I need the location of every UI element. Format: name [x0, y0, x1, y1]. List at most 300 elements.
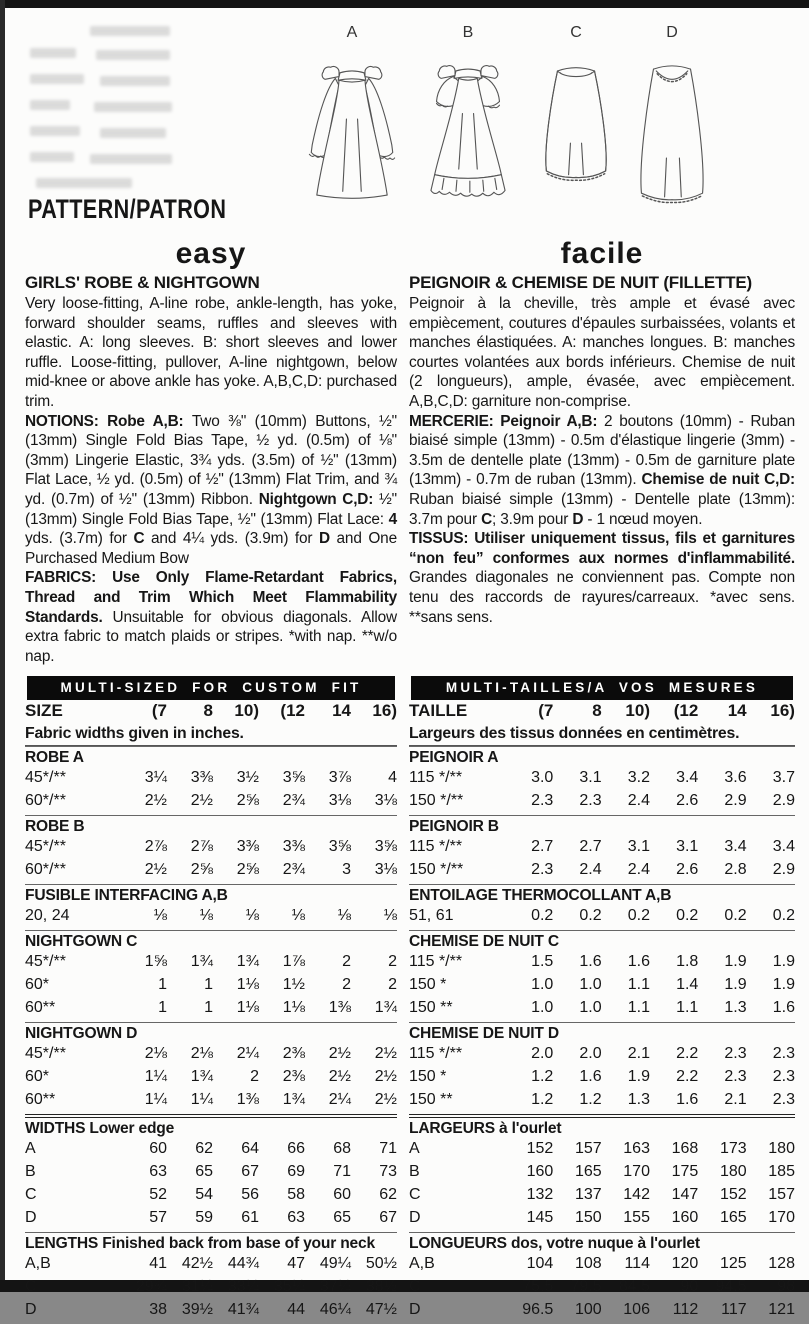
description-fr: Peignoir à la cheville, très ample et évasé avec empiècement, coutures d'épaules surbaissées, volants et manches élastiquées. A: manches longues. B: manches courtes volantées aux bords inférieurs. Chemise de nuit (2 longueurs), ample, évasée, avec empiècement. A,B,C,D: garniture non-comprise. — [409, 295, 795, 410]
table-row — [25, 1163, 397, 1186]
figure-view-a — [292, 24, 412, 208]
table-row — [409, 1045, 795, 1068]
row-value: 180 — [719, 1163, 747, 1180]
row-value: 1.6 — [579, 1068, 602, 1085]
description-en: Very loose-fitting, A-line robe, ankle-length, has yoke, forward shoulder seams, ruffles and sleeves with elastic. A: long sleeves. B: short sleeves and lower ruffle. Loose-fitting, pullover, A-line nightgown, below mid-knee or above ankle has yoke. A,B,C,D: purchased trim. — [25, 295, 397, 410]
row-value: 0.2 — [531, 907, 554, 924]
row-value: 2.7 — [579, 838, 602, 855]
row-value: 94.5 — [715, 1278, 747, 1295]
table-row — [409, 1068, 795, 1091]
table-row — [25, 769, 397, 792]
row-label: 45*/** — [25, 769, 66, 786]
row-value: 1⅝ — [144, 953, 167, 970]
page-top-edge — [0, 0, 809, 8]
row-value: 173 — [719, 1140, 747, 1157]
row-value: 3⅝ — [374, 838, 397, 855]
row-value: 165 — [574, 1163, 602, 1180]
row-value: 121 — [768, 1301, 795, 1318]
table-section-title: ROBE B — [25, 815, 397, 838]
row-value: 1 — [158, 976, 167, 993]
text-run: Unsuitable for obvious diagonals. Allow extra fabric to match plaids or stripes. *with nap. **w/o nap. — [25, 608, 397, 665]
row-value: 2.4 — [627, 861, 650, 878]
row-value: 132 — [526, 1186, 554, 1203]
row-value: 67 — [379, 1209, 397, 1226]
row-value: 1.0 — [579, 976, 602, 993]
row-value: 104 — [526, 1255, 554, 1272]
row-value: 1 — [204, 999, 213, 1016]
row-value: 2.3 — [772, 1091, 795, 1108]
row-label: A,B — [409, 1255, 435, 1272]
bold-text-run: TISSUS: Utiliser uniquement tissus, fils et garnitures “non feu” conformes aux normes d'inflammabilité. — [409, 530, 795, 567]
row-value: 137 — [574, 1186, 602, 1203]
row-value: 3 — [342, 861, 351, 878]
row-value: 1¾ — [374, 999, 397, 1016]
row-value: 1.4 — [676, 976, 699, 993]
table-section-title: NIGHTGOWN D — [25, 1022, 397, 1045]
row-value: 2 — [342, 976, 351, 993]
row-value: 1⅜ — [236, 1091, 259, 1108]
row-value: 3¼ — [144, 769, 167, 786]
size-value: 8 — [203, 701, 213, 720]
row-value: 44¾ — [227, 1255, 259, 1272]
table-row — [25, 1186, 397, 1209]
row-label: C — [25, 1278, 37, 1295]
row-value: 0.2 — [724, 907, 747, 924]
row-value: 170 — [768, 1209, 795, 1226]
row-value: 3⅝ — [282, 769, 305, 786]
row-value: 3⅛ — [374, 861, 397, 878]
text-run: ½" (13mm) Single Fold Bias Tape, ½" (13mm) Flat Lace: — [25, 490, 397, 528]
row-value: 2.7 — [531, 838, 554, 855]
row-value: 61 — [241, 1209, 259, 1226]
row-value: 1.6 — [627, 953, 650, 970]
row-value: 57 — [149, 1209, 167, 1226]
row-value: 2.3 — [772, 1045, 795, 1062]
row-value: 42½ — [181, 1255, 213, 1272]
text-run: and 4¼ yds. (3.9m) for — [144, 530, 319, 548]
row-value: 1⅞ — [282, 953, 305, 970]
table-row — [25, 1091, 397, 1114]
garment-title-en: GIRLS' ROBE & NIGHTGOWN — [25, 273, 260, 292]
row-value: 1.3 — [724, 999, 747, 1016]
row-value: 152 — [719, 1186, 747, 1203]
row-label: C — [409, 1186, 421, 1203]
row-value: 170 — [623, 1163, 650, 1180]
table-row — [409, 1301, 795, 1324]
row-value: 1.0 — [531, 976, 554, 993]
row-value: 2⅞ — [144, 838, 167, 855]
row-value: 2 — [342, 953, 351, 970]
row-value: 2⅜ — [282, 1045, 305, 1062]
row-value: 1.1 — [627, 999, 650, 1016]
row-value: 114 — [624, 1255, 650, 1272]
row-value: 2½ — [144, 861, 167, 878]
text-run: yds. (3.7m) for — [25, 530, 134, 548]
bold-text-run: NOTIONS: Robe A,B: — [25, 412, 192, 430]
row-value: 1⅜ — [328, 999, 351, 1016]
row-label: 115 */** — [409, 953, 463, 970]
row-value: 3⅛ — [328, 792, 351, 809]
row-value: 2¾ — [282, 861, 305, 878]
row-value: 2½ — [374, 1045, 397, 1062]
text-run: 2 boutons (10mm) - Ruban biaisé simple (13mm) - 0.5m d'élastique lingerie (3mm) - 3.5m de dentelle plate (13mm) - 0.5m de garniture plate (13mm) - 0.7m de ruban (13mm). — [409, 412, 795, 489]
view-c-letter: C — [570, 24, 582, 41]
row-value: 60 — [149, 1140, 167, 1157]
size-value: 10) — [234, 701, 259, 720]
size-chart-body-fr — [409, 746, 795, 1324]
row-value: 75.5 — [522, 1278, 554, 1295]
table-row — [409, 1209, 795, 1232]
row-label: 150 * — [409, 1068, 447, 1085]
row-value: 68 — [333, 1140, 351, 1157]
row-value: 1⅛ — [282, 999, 305, 1016]
row-value: 63 — [149, 1163, 167, 1180]
row-value: 98 — [777, 1278, 795, 1295]
row-value: 2.3 — [724, 1068, 747, 1085]
row-value: 58 — [287, 1186, 305, 1203]
row-value: 2.2 — [676, 1045, 699, 1062]
garment-d-drawing — [626, 58, 718, 208]
table-section-title: LONGUEURS dos, votre nuque à l'ourlet — [409, 1232, 795, 1255]
row-value: 175 — [671, 1163, 699, 1180]
table-section-title: WIDTHS Lower edge — [25, 1114, 397, 1140]
row-value: 49¼ — [319, 1255, 351, 1272]
size-chart-header-en: MULTI-SIZED FOR CUSTOM FIT — [27, 676, 395, 700]
row-value: ⅛ — [337, 907, 351, 924]
row-value: 160 — [671, 1209, 699, 1226]
row-value: 157 — [768, 1186, 795, 1203]
row-value: 2½ — [328, 1068, 351, 1085]
row-value: 185 — [768, 1163, 795, 1180]
table-row — [25, 792, 397, 815]
size-value: 16) — [770, 701, 795, 720]
english-column — [25, 238, 397, 666]
row-value: 1⅛ — [236, 999, 259, 1016]
bold-text-run: FABRICS: Use Only Flame-Retardant Fabrics, Thread and Trim Which Meet Flammability Standards. — [25, 569, 397, 626]
row-value: 142 — [623, 1186, 650, 1203]
row-label: B — [25, 1163, 36, 1180]
row-value: 108 — [574, 1255, 602, 1272]
size-value: 10) — [625, 701, 650, 720]
text-run: Ruban biaisé simple (13mm) - Dentelle plate (13mm): 3.7m pour — [409, 490, 795, 528]
row-value: 46¼ — [319, 1301, 351, 1318]
row-value: 44 — [287, 1301, 305, 1318]
notions-paragraph — [25, 412, 397, 569]
row-value: 120 — [671, 1255, 699, 1272]
row-value: 0.2 — [579, 907, 602, 924]
row-value: 2.9 — [772, 861, 795, 878]
row-value: 33¼ — [227, 1278, 259, 1295]
size-value: 14 — [727, 701, 747, 720]
row-value: 41 — [149, 1255, 167, 1272]
garment-b-drawing — [412, 58, 524, 208]
row-value: 37¼ — [319, 1278, 351, 1295]
row-value: 155 — [623, 1209, 650, 1226]
row-value: 1¾ — [236, 953, 259, 970]
row-value: 2.2 — [676, 1068, 699, 1085]
row-value: 1.6 — [579, 953, 602, 970]
row-value: 3⅜ — [190, 769, 213, 786]
bold-text-run: D — [319, 530, 330, 548]
text-run: - 1 nœud moyen. — [583, 510, 703, 528]
row-label: C — [409, 1278, 421, 1295]
row-value: 3½ — [236, 769, 259, 786]
row-value: 2 — [388, 976, 397, 993]
row-value: 1.6 — [772, 999, 795, 1016]
garment-c-drawing — [532, 58, 620, 208]
row-value: 71 — [333, 1163, 351, 1180]
table-row — [409, 1163, 795, 1186]
row-value: 160 — [526, 1163, 554, 1180]
row-value: 1.3 — [627, 1091, 650, 1108]
row-value: 3⅜ — [236, 838, 259, 855]
table-row — [25, 907, 397, 930]
row-value: 2.6 — [676, 792, 699, 809]
bleed-through-print — [30, 26, 178, 196]
row-label: 20, 24 — [25, 907, 70, 924]
bold-text-run: Chemise de nuit C,D: — [641, 471, 795, 489]
row-value: 2.1 — [627, 1045, 650, 1062]
row-value: 3.0 — [531, 769, 554, 786]
row-value: 59 — [195, 1209, 213, 1226]
row-value: 1 — [158, 999, 167, 1016]
size-chart-french — [409, 676, 795, 1324]
row-value: 2½ — [374, 1091, 397, 1108]
row-value: 1.2 — [531, 1068, 554, 1085]
row-value: 0.2 — [676, 907, 699, 924]
row-label: 150 ** — [409, 1091, 453, 1108]
row-value: 2⅝ — [236, 861, 259, 878]
row-label: 150 ** — [409, 999, 453, 1016]
row-value: 2½ — [190, 792, 213, 809]
table-section-title: PEIGNOIR B — [409, 815, 795, 838]
row-value: 2½ — [328, 1045, 351, 1062]
size-header-row-en — [25, 701, 397, 725]
table-row — [409, 1186, 795, 1209]
row-label: 150 */** — [409, 861, 464, 878]
row-value: 1.5 — [531, 953, 554, 970]
row-value: 2⅜ — [282, 1068, 305, 1085]
row-label: 115 */** — [409, 1045, 463, 1062]
row-value: 47 — [287, 1255, 305, 1272]
figure-view-d — [626, 24, 718, 208]
table-row — [409, 1140, 795, 1163]
row-value: 0.2 — [772, 907, 795, 924]
row-value: 35¼ — [273, 1278, 305, 1295]
row-value: 1.1 — [676, 999, 699, 1016]
table-row — [409, 861, 795, 884]
row-value: 112 — [672, 1301, 699, 1318]
units-note-fr: Largeurs des tissus données en centimètres. — [409, 725, 795, 746]
garment-a-drawing — [292, 58, 412, 208]
row-value: 3⅛ — [374, 792, 397, 809]
row-label: 115 */** — [409, 769, 463, 786]
row-value: 2.3 — [772, 1068, 795, 1085]
row-value: 165 — [719, 1209, 747, 1226]
size-header-row-fr — [409, 701, 795, 725]
row-value: 84.5 — [618, 1278, 650, 1295]
row-value: 3.4 — [676, 769, 699, 786]
row-value: 66 — [287, 1140, 305, 1157]
row-value: 64 — [241, 1140, 259, 1157]
size-chart-body-en — [25, 746, 397, 1324]
size-chart-header-fr: MULTI-TAILLES/A VOS MESURES — [411, 676, 793, 700]
table-section-title: CHEMISE DE NUIT C — [409, 930, 795, 953]
row-label: C — [25, 1186, 37, 1203]
row-value: 41¾ — [227, 1301, 259, 1318]
row-value: 152 — [526, 1140, 554, 1157]
row-value: 1½ — [282, 976, 305, 993]
row-value: 65 — [333, 1209, 351, 1226]
row-value: 2.3 — [579, 792, 602, 809]
row-label: 60* — [25, 1068, 50, 1085]
text-run: Two ⅜" (10mm) Buttons, ½" (13mm) Single Fold Bias Tape, ½ yd. (0.5m) of ⅛" (3mm) Lingerie Elastic, 3¾ yds. (3.5m) of ½" (13mm) Flat Lace, ½ yd. (0.5m) of ½" (13mm) Flat Trim, and ¾ yd. (0.7m) of ½" (13mm) Ribbon. — [25, 412, 397, 508]
garment-title-fr: PEIGNOIR & CHEMISE DE NUIT (FILLETTE) — [409, 273, 752, 292]
row-label: A,B — [25, 1255, 51, 1272]
row-label: 45*/** — [25, 953, 66, 970]
row-value: 1.0 — [531, 999, 554, 1016]
size-label: TAILLE — [409, 701, 468, 720]
row-value: 147 — [671, 1186, 699, 1203]
table-row — [409, 976, 795, 999]
garment-view-illustrations — [292, 24, 704, 208]
table-row — [409, 792, 795, 815]
row-value: 2.9 — [772, 792, 795, 809]
table-row — [25, 999, 397, 1022]
row-value: 3.1 — [627, 838, 650, 855]
row-value: 71 — [379, 1140, 397, 1157]
row-label: D — [409, 1301, 421, 1318]
row-value: 100 — [574, 1301, 602, 1318]
row-label: 51, 61 — [409, 907, 454, 924]
row-value: 1.8 — [676, 953, 699, 970]
table-row — [25, 1278, 397, 1301]
row-label: D — [409, 1209, 421, 1226]
row-value: 3⅞ — [328, 769, 351, 786]
table-row — [409, 1255, 795, 1278]
table-row — [409, 907, 795, 930]
size-value: (7 — [151, 701, 167, 720]
table-row — [25, 1140, 397, 1163]
row-value: 2 — [388, 953, 397, 970]
row-value: 39½ — [181, 1301, 213, 1318]
row-value: ⅛ — [199, 907, 213, 924]
row-label: 60* — [25, 976, 50, 993]
row-label: D — [25, 1209, 37, 1226]
row-value: 2¼ — [328, 1091, 351, 1108]
difficulty-heading-en: easy — [175, 237, 247, 270]
row-value: 2⅝ — [236, 792, 259, 809]
row-value: 1¾ — [190, 1068, 213, 1085]
row-value: 2¾ — [282, 792, 305, 809]
row-value: 2.9 — [724, 792, 747, 809]
row-value: 3.7 — [772, 769, 795, 786]
bold-text-run: C — [481, 510, 492, 528]
figure-view-c — [532, 24, 620, 208]
table-row — [409, 999, 795, 1022]
row-value: ⅛ — [245, 907, 259, 924]
row-label: 150 */** — [409, 792, 464, 809]
row-value: 0.2 — [627, 907, 650, 924]
row-value: 52 — [149, 1186, 167, 1203]
view-d-letter: D — [666, 24, 678, 41]
difficulty-heading-fr: facile — [560, 237, 644, 270]
table-row — [409, 769, 795, 792]
row-value: 96.5 — [522, 1301, 554, 1318]
row-value: ⅛ — [291, 907, 305, 924]
row-label: 45*/** — [25, 1045, 66, 1062]
row-label: B — [409, 1163, 420, 1180]
mercerie-paragraph — [409, 412, 795, 530]
row-value: 31¼ — [181, 1278, 213, 1295]
fabrics-paragraph — [25, 568, 397, 666]
row-value: 1¼ — [144, 1068, 167, 1085]
table-section-title: NIGHTGOWN C — [25, 930, 397, 953]
row-value: 117 — [721, 1301, 747, 1318]
bold-text-run: C — [133, 530, 145, 548]
row-value: 2⅛ — [144, 1045, 167, 1062]
text-run: ; 3.9m pour — [492, 510, 573, 528]
table-row — [25, 953, 397, 976]
french-column — [409, 238, 795, 627]
row-value: 56 — [241, 1186, 259, 1203]
row-label: 150 * — [409, 976, 447, 993]
row-value: 180 — [768, 1140, 795, 1157]
row-value: 3⅝ — [328, 838, 351, 855]
row-value: 3.6 — [724, 769, 747, 786]
row-value: 38½ — [365, 1278, 397, 1295]
row-value: 1¼ — [190, 1091, 213, 1108]
size-chart-english — [25, 676, 397, 1324]
row-value: 65 — [195, 1163, 213, 1180]
row-value: 60 — [333, 1186, 351, 1203]
row-value: 1.9 — [627, 1068, 650, 1085]
row-value: 2.6 — [676, 861, 699, 878]
pattern-patron-label: PATTERN/PATRON — [28, 194, 227, 224]
table-section-title: ENTOILAGE THERMOCOLLANT A,B — [409, 884, 795, 907]
table-row — [25, 1045, 397, 1068]
table-row — [409, 953, 795, 976]
table-row — [25, 838, 397, 861]
row-label: 60** — [25, 999, 56, 1016]
row-label: D — [25, 1301, 37, 1318]
row-value: 73 — [379, 1163, 397, 1180]
row-value: 128 — [768, 1255, 795, 1272]
row-value: 145 — [526, 1209, 554, 1226]
table-section-title: FUSIBLE INTERFACING A,B — [25, 884, 397, 907]
table-row — [409, 1278, 795, 1301]
row-label: 60** — [25, 1091, 56, 1108]
table-row — [25, 1209, 397, 1232]
row-value: 38 — [149, 1301, 167, 1318]
row-value: 2⅝ — [190, 861, 213, 878]
row-value: 163 — [623, 1140, 650, 1157]
row-value: 2.1 — [724, 1091, 747, 1108]
table-section-title: ROBE A — [25, 746, 397, 769]
row-value: 29¾ — [135, 1278, 167, 1295]
text-run: and One Purchased Medium Bow — [25, 530, 397, 567]
view-b-letter: B — [462, 24, 474, 41]
size-value: 16) — [372, 701, 397, 720]
row-value: ⅛ — [383, 907, 397, 924]
bold-text-run: D — [572, 510, 584, 528]
table-row — [25, 861, 397, 884]
row-value: 1.2 — [579, 1091, 602, 1108]
row-label: 45*/** — [25, 838, 66, 855]
row-value: 1.9 — [724, 953, 747, 970]
bold-text-run: Nightgown C,D: — [258, 490, 379, 508]
row-value: 1.2 — [531, 1091, 554, 1108]
